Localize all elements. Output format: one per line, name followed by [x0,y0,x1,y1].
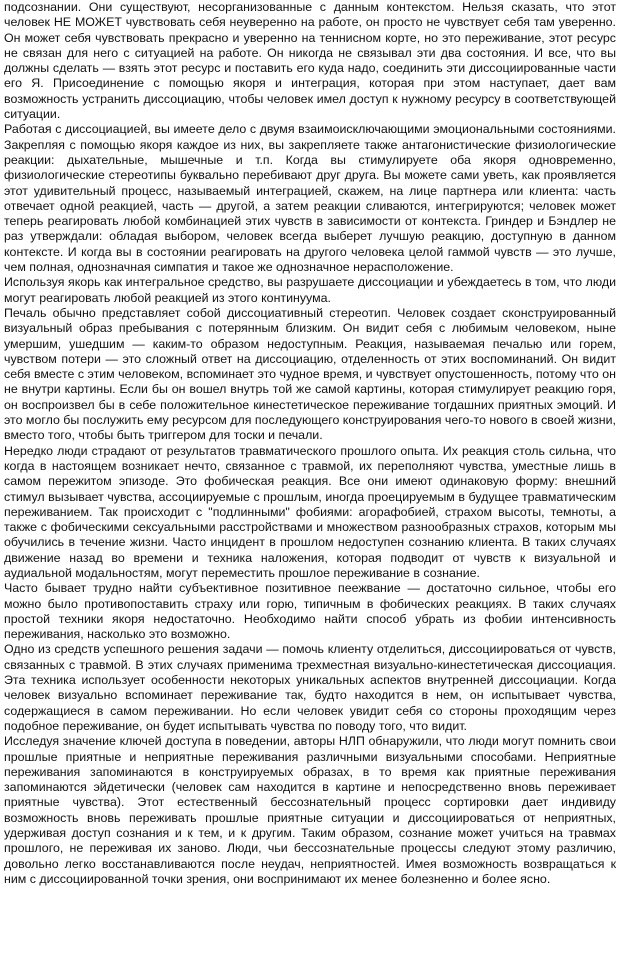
paragraph-5: Нередко люди страдают от результатов травматического прошлого опыта. Их реакция столь сильна, что когда в настоящем возникает нечто, связанное с травмой, их переполняют чувства, уместные лишь в самом пережитом эпизоде. Это фобическая реакция. Все они имеют одинаковую форму: внешний стимул вызывает чувства, ассоциируемые с прошлым, иногда проецируемым в будущее травматическим переживанием. Так происходит с "подлинными" фобиями: агорафобией, страхом высоты, темноты, а также с фобическими сексуальными расстройствами и множеством разнообразных страхов, которым мы обучились в течение жизни. Часто инцидент в прошлом недоступен сознанию клиента. В таких случаях движение назад во времени и техника наложения, которая подводит от чувств к визуальной и аудиальной модальностям, могут переместить прошлое переживание в сознание. [4,443,616,580]
paragraph-1: подсознании. Они существуют, несорганизованные с данным контекстом. Нельзя сказать, что этот человек НЕ МОЖЕТ чувствовать себя неуверенно на работе, он просто не чувствует себя там уверенно. Он может себя чувствовать прекрасно и уверенно на теннисном корте, но это переживание, этот ресурс не связан для него с ситуацией на работе. Он никогда не связывал эти два состояния. И все, что вы должны сделать — взять этот ресурс и поставить его куда надо, соединить эти диссоциированные части его Я. Присоединение с помощью якоря и интеграция, которая при этом наступает, дает вам возможность устранить диссоциацию, чтобы человек имел доступ к нужному ресурсу в соответствующей ситуации. [4,0,616,122]
paragraph-8: Исследуя значение ключей доступа в поведении, авторы НЛП обнаружили, что люди могут помнить свои прошлые приятные и неприятные переживания различными визуальными способами. Неприятные переживания запоминаются в конструируемых образах, в то время как приятные переживания запоминаются эйдетически (человек сам находится в картине и непосредственно вновь переживает приятные чувства). Этот естественный бессознательный процесс сортировки дает индивиду возможность вновь переживать прошлые приятные ситуации и диссоциироваться от неприятных, удерживая доступ сознания и к тем, и к другим. Таким образом, сознание может учиться на травмах прошлого, не переживая их заново. Люди, чьи бессознательные процессы следуют этому различию, довольно легко восстанавливаются после неудач, неприятностей. Имея возможность возвращаться к ним с диссоциированной точки зрения, они воспринимают их менее болезненно и более ясно. [4,734,616,886]
paragraph-7: Одно из средств успешного решения задачи — помочь клиенту отделиться, диссоциироваться от чувств, связанных с травмой. В этих случаях применима трехместная визуально-кинестетическая диссоциация. Эта техника использует особенности некоторых уникальных аспектов внутренней диссоциации. Когда человек визуально вспоминает переживание так, будто находится в нем, он испытывает чувства, содержащиеся в самом переживании. Но если человек увидит себя со стороны проходящим через подобное переживание, он будет испытывать чувства по поводу того, что видит. [4,642,616,733]
paragraph-6: Часто бывает трудно найти субъективное позитивное пеежвание — достаточно сильное, чтобы его можно было противопоставить страху или горю, типичным в фобических реакциях. В таких случаях простой техники якоря недостаточно. Необходимо найти способ убрать из фобии интенсивность переживания, насколько это возможно. [4,581,616,642]
paragraph-2: Работая с диссоциацией, вы имеете дело с двумя взаимоисключающими эмоциональными состояниями. Закрепляя с помощью якоря каждое из них, вы закрепляете также антагонистические физиологические реакции: дыхательные, мышечные и т.п. Когда вы стимулируете оба якоря одновременно, физиологические стереотипы буквально перебивают друг друга. Вы можете сами уветь, как проявляется этот удивительный процесс, называемый интеграцией, скажем, на лице партнера или клиента: часть отвечает одной реакцией, часть — другой, а затем реакции сливаются, интегрируются; человек может теперь реагировать любой комбинацией этих чувств в зависимости от контекста. Гриндер и Бэндлер не раз утверждали: обладая выбором, человек всегда выберет лучшую реакцию, доступную в данном контексте. И когда вы в состоянии реагировать на другого человека целой гаммой чувств — это лучше, чем полная, однозначная симпатия и такое же однозначное нерасположение. [4,122,616,275]
paragraph-3: Используя якорь как интегральное средство, вы разрушаете диссоциации и убеждаетесь в том, что люди могут реагировать любой реакцией из этого континуума. [4,275,616,305]
paragraph-4: Печаль обычно представляет собой диссоциативный стереотип. Человек создает сконструированный визуальный образ пребывания с потерянным близким. Он видит себя с любимым человеком, ныне умершим, ушедшим — каким-то образом недоступным. Реакция, называемая печалью или горем, чувством потери — это сложный ответ на диссоциацию, отделенность от этих воспоминаний. Он видит себя вместе с этим человеком, вспоминает это чудное время, и чувствует опустошенность, потому что он не внутри картины. Если бы он вошел внутрь той же самой картины, которая стимулирует реакцию горя, он воспроизвел бы в себе положительное кинестетическое переживание тогдашних приятных эмоций. И это могло бы послужить ему ресурсом для последующего конструирования чего-то нового в своей жизни, вместо того, чтобы быть триггером для тоски и печали. [4,305,616,443]
